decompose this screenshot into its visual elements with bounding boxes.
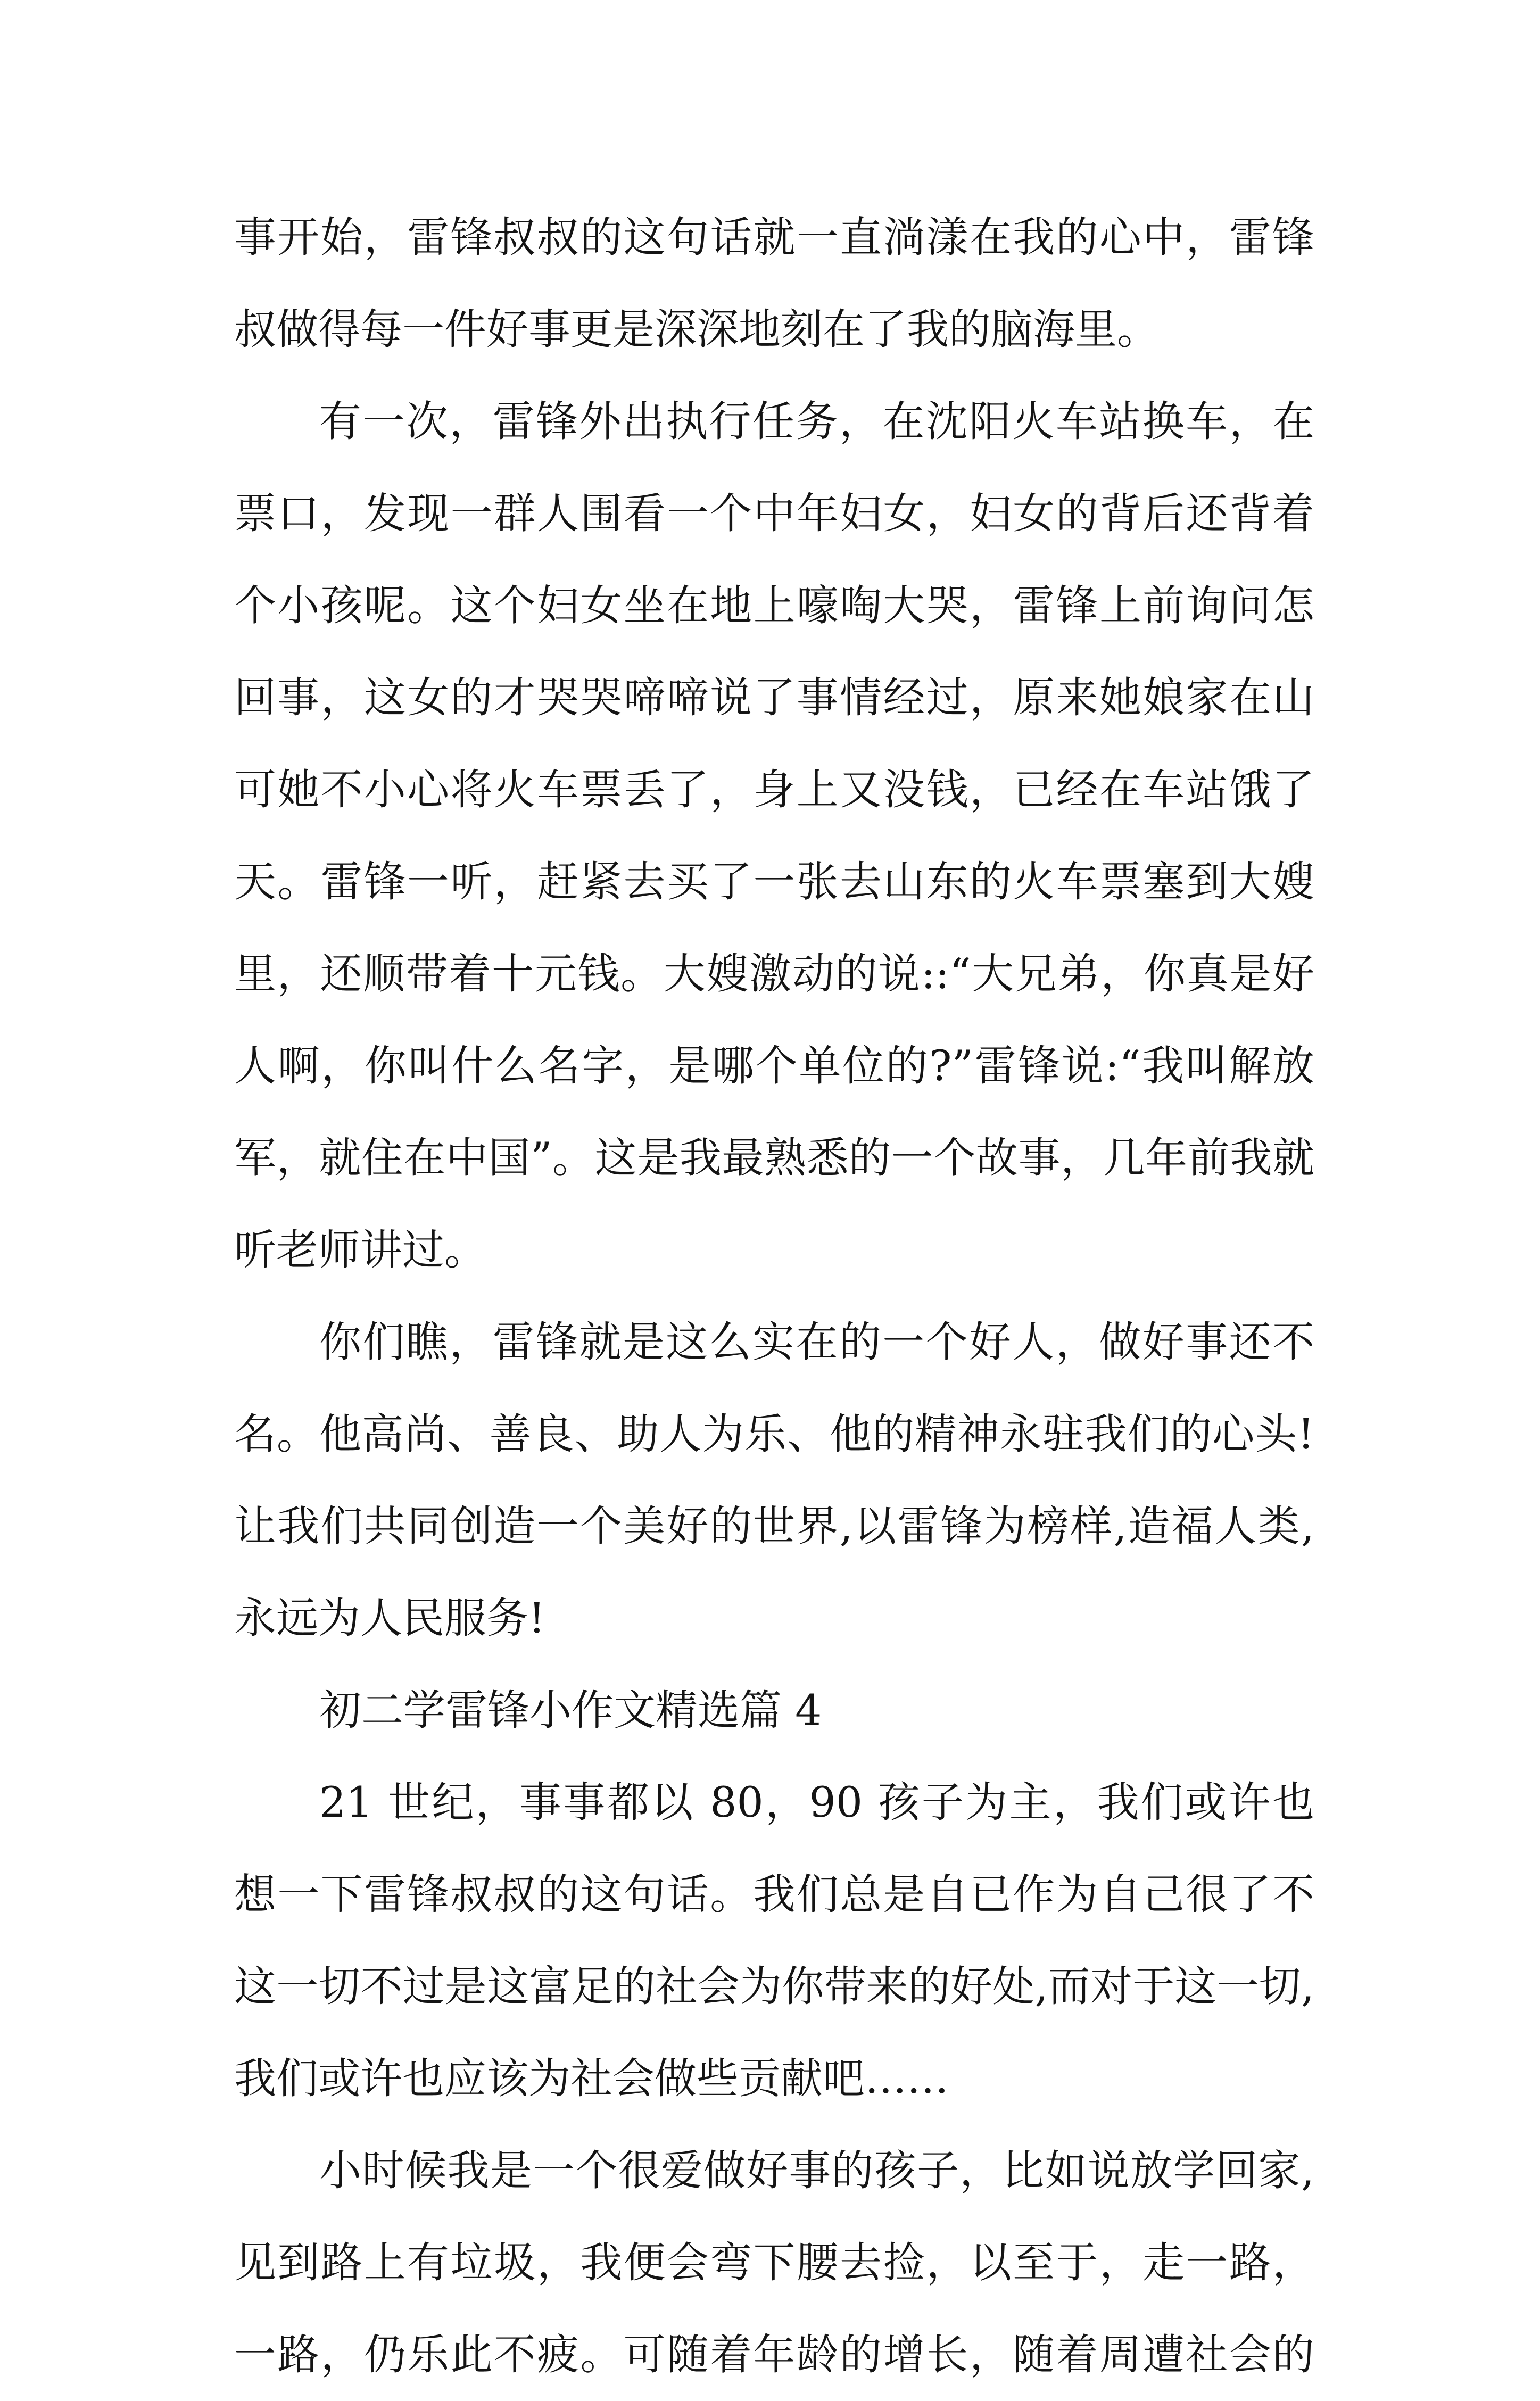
text-line: 事开始，雷锋叔叔的这句话就一直淌漾在我的心中，雷锋	[234, 213, 1314, 262]
text-line: 想一下雷锋叔叔的这句话。我们总是自已作为自己很了不	[234, 1870, 1314, 1919]
text-line: 让我们共同创造一个美好的世界,以雷锋为榜样,造福人类,	[234, 1502, 1314, 1551]
text-line: 人啊，你叫什么名字，是哪个单位的?”雷锋说:“我叫解放	[234, 1041, 1314, 1090]
text-line: 小时候我是一个很爱做好事的孩子，比如说放学回家,	[319, 2146, 1314, 2195]
text-line: 我们或许也应该为社会做些贡献吧……	[234, 2054, 949, 2103]
text-line: 见到路上有垃圾，我便会弯下腰去捡，以至于，走一路，	[234, 2238, 1314, 2287]
text-line: 这一切不过是这富足的社会为你带来的好处,而对于这一切,	[234, 1962, 1314, 2011]
text-line: 你们瞧，雷锋就是这么实在的一个好人，做好事还不	[319, 1318, 1314, 1367]
text-line: 21 世纪，事事都以 80，90 孩子为主，我们或许也	[319, 1778, 1314, 1827]
text-line: 叔做得每一件好事更是深深地刻在了我的脑海里。	[234, 305, 1159, 354]
text-line: 天。雷锋一听，赶紧去买了一张去山东的火车票塞到大嫂	[234, 857, 1314, 906]
text-line: 军，就住在中国”。这是我最熟悉的一个故事，几年前我就	[234, 1133, 1314, 1182]
text-line: 永远为人民服务!	[234, 1594, 545, 1643]
text-line: 个小孩呢。这个妇女坐在地上嚎啕大哭，雷锋上前询问怎	[234, 581, 1314, 630]
text-line: 有一次，雷锋外出执行任务，在沈阳火车站换车，在	[319, 397, 1314, 446]
text-line: 名。他高尚、善良、助人为乐、他的精神永驻我们的心头!	[234, 1410, 1314, 1459]
text-line: 票口，发现一群人围看一个中年妇女，妇女的背后还背着	[234, 489, 1314, 538]
section-heading: 初二学雷锋小作文精选篇 4	[319, 1686, 822, 1735]
text-line: 回事，这女的才哭哭啼啼说了事情经过，原来她娘家在山	[234, 673, 1314, 722]
document-body	[234, 192, 1314, 2401]
text-line: 听老师讲过。	[234, 1226, 486, 1274]
text-line: 里，还顺带着十元钱。大嫂激动的说::“大兄弟，你真是好	[234, 949, 1314, 998]
text-line: 一路，仍乐此不疲。可随着年龄的增长，随着周遭社会的	[234, 2330, 1314, 2379]
text-line: 可她不小心将火车票丢了，身上又没钱，已经在车站饿了	[234, 765, 1314, 814]
